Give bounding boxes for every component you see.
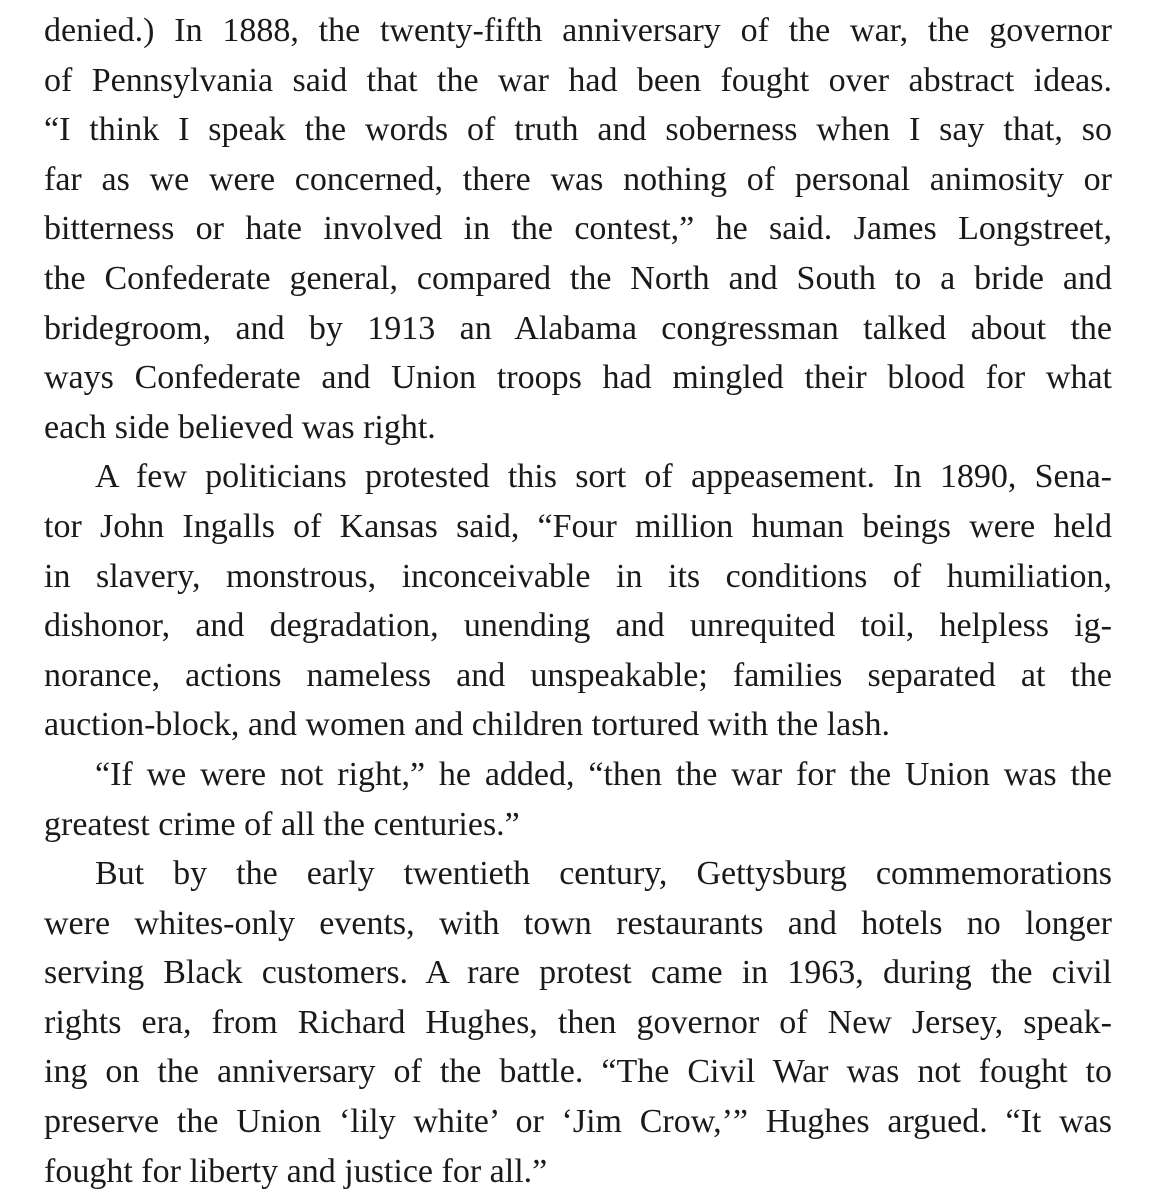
document-page: [44, 6, 1112, 1196]
text-line: greatest crime of all the centuries.”: [44, 805, 520, 843]
text-line: auction-block, and women and children tortured with the lash.: [44, 706, 890, 744]
text-line: were whites-only events, with town restaurants and hotels no longer: [44, 904, 1112, 942]
paragraph-3: [44, 750, 1112, 849]
text-line: “If we were not right,” he added, “then the war for the Union was the: [95, 755, 1112, 793]
text-line: bridegroom, and by 1913 an Alabama congressman talked about the: [44, 309, 1112, 347]
text-line: far as we were concerned, there was nothing of personal animosity or: [44, 160, 1112, 198]
text-line: ing on the anniversary of the battle. “The Civil War was not fought to: [44, 1053, 1112, 1091]
paragraph-4: [44, 849, 1112, 1196]
text-line: A few politicians protested this sort of appeasement. In 1890, Sena-: [95, 458, 1112, 496]
text-line: dishonor, and degradation, unending and unrequited toil, helpless ig-: [44, 607, 1112, 645]
text-line: of Pennsylvania said that the war had been fought over abstract ideas.: [44, 61, 1112, 99]
text-line: But by the early twentieth century, Gettysburg commemorations: [95, 855, 1112, 893]
text-line: preserve the Union ‘lily white’ or ‘Jim Crow,’” Hughes argued. “It was: [44, 1103, 1112, 1141]
text-line: fought for liberty and justice for all.”: [44, 1152, 548, 1190]
text-line: “I think I speak the words of truth and soberness when I say that, so: [44, 111, 1112, 149]
text-line: ways Confederate and Union troops had mingled their blood for what: [44, 359, 1112, 397]
text-line: norance, actions nameless and unspeakable; families separated at the: [44, 656, 1112, 694]
text-line: rights era, from Richard Hughes, then governor of New Jersey, speak-: [44, 1003, 1112, 1041]
text-line: serving Black customers. A rare protest came in 1963, during the civil: [44, 954, 1112, 992]
text-line: in slavery, monstrous, inconceivable in its conditions of humiliation,: [44, 557, 1112, 595]
paragraph-1: [44, 6, 1112, 452]
text-line: the Confederate general, compared the North and South to a bride and: [44, 259, 1112, 297]
text-line: tor John Ingalls of Kansas said, “Four million human beings were held: [44, 507, 1112, 545]
text-line: denied.) In 1888, the twenty-fifth anniversary of the war, the governor: [44, 12, 1112, 49]
text-line: bitterness or hate involved in the contest,” he said. James Longstreet,: [44, 210, 1112, 248]
text-line: each side believed was right.: [44, 408, 436, 446]
paragraph-2: [44, 452, 1112, 750]
